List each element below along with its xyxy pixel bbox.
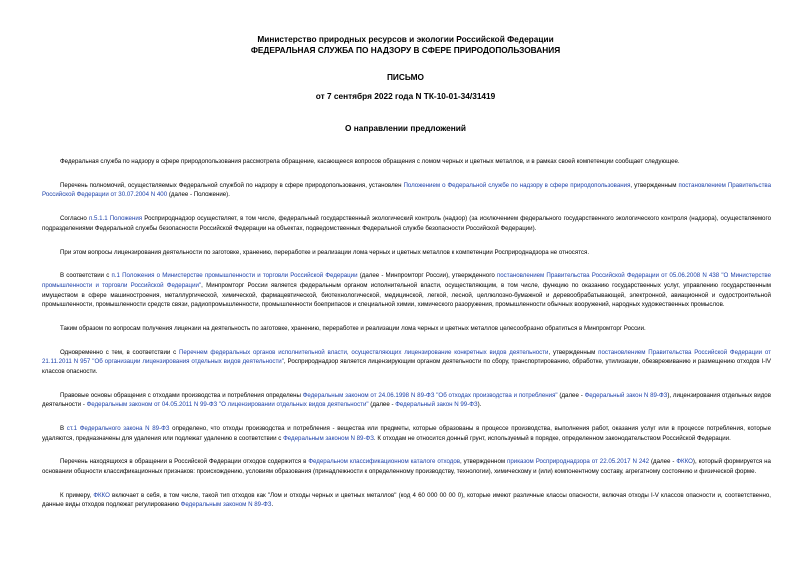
body-paragraph: [40, 214, 771, 233]
document-link[interactable]: ФККО: [676, 458, 693, 466]
paragraph-text: В: [60, 425, 67, 432]
body-paragraph: [40, 324, 771, 334]
document-link[interactable]: Федеральный закон N 99-ФЗ: [395, 401, 478, 409]
body-paragraph: [40, 457, 771, 476]
paragraph-text: .: [271, 501, 274, 509]
document-link[interactable]: Федеральном классификационном каталоге отходов: [308, 458, 461, 466]
paragraph-text: (далее -: [557, 391, 585, 399]
paragraph-text: определено, что отходы производства и потребления - вещества или предметы, которые образованы в процессе производства, выполнения работ, оказания услуг или в процессе потребления, которые удаляются, предназначены для удаления или подлежат удалению в соответствии с: [42, 425, 771, 442]
document-link[interactable]: Положением о Федеральной службе по надзору в сфере природопользования: [403, 181, 631, 189]
paragraph-text: , Минпромторг России является федеральным органом исполнительной власти, осуществляющим, в том числе, функцию по оказанию государственных услуг, управлению государственным имуществом в сфере машиностроения, металлургической, химической, фармацевтической, биотехнологической, медицинской, легкой, лесной, целлюлозно-бумажной и деревообрабатывающей, электронной, авиационной и судостроительной промышленности, промышленности средств связи, радиопромышленности, промышленности боеприпасов и специальной химии, химического разоружения, промышленности обычных вооружений, народных художественных промыслов.: [42, 281, 771, 309]
paragraph-text: ), лицензирования отдельных видов деятельности -: [42, 391, 771, 409]
document-link[interactable]: Федеральный закон N 89-ФЗ: [584, 391, 668, 399]
paragraph-text: , утвержденном: [460, 458, 508, 466]
body-paragraph: [40, 181, 771, 200]
paragraph-text: Согласно: [60, 215, 89, 223]
paragraph-text: В соответствии с: [60, 272, 112, 280]
paragraph-text: К примеру,: [60, 491, 94, 499]
document-link[interactable]: Федеральным законом от 04.05.2011 N 99-ФЗ "О лицензировании отдельных видов деятельности": [86, 401, 369, 409]
document-link[interactable]: Перечнем федеральных органов исполнительной власти, осуществляющих лицензирование конкретных видов деятельности: [178, 348, 549, 356]
paragraph-text: При этом вопросы лицензирования деятельности по заготовке, хранению, переработке и реализации лома черных и цветных металлов к компетенции Росприроднадзора не относятся.: [60, 248, 590, 256]
document-link[interactable]: Федеральным законом N 89-ФЗ: [283, 434, 374, 442]
document-link[interactable]: постановлением Правительства Российской Федерации от 30.07.2004 N 400: [42, 181, 771, 199]
ministry-heading: Министерство природных ресурсов и экологии Российской Федерации: [257, 34, 554, 44]
document-link[interactable]: Федеральным законом N 89-ФЗ: [180, 501, 272, 509]
service-heading: ФЕДЕРАЛЬНАЯ СЛУЖБА ПО НАДЗОРУ В СФЕРЕ ПРИРОДОПОЛЬЗОВАНИЯ: [250, 45, 561, 55]
paragraph-text: Одновременно с тем, в соответствии с: [60, 348, 179, 356]
paragraph-text: . К отходам не относится донный грунт, используемый в порядке, определенном законодательством Российской Федерации.: [373, 434, 731, 442]
paragraph-text: (далее -: [368, 401, 396, 409]
document-link[interactable]: п.5.1.1 Положения: [88, 215, 143, 223]
paragraph-text: , утвержденным: [630, 181, 679, 189]
paragraph-text: включает в себя, в том числе, такой тип отходов как "Лом и отходы черных и цветных металлов" (код 4 60 000 00 00 0), которые имеют различные классы опасности, включая отходы I-V классов опасности и, соответственно, данные виды отходов подлежат регулированию: [42, 491, 771, 509]
body-paragraph: [40, 248, 771, 258]
letter-body: [40, 157, 771, 510]
paragraph-text: (далее - Положение).: [167, 191, 230, 199]
document-link[interactable]: Федеральным законом от 24.06.1998 N 89-ФЗ "Об отходах производства и потребления": [302, 391, 558, 399]
paragraph-text: , утвержденным: [548, 348, 599, 356]
paragraph-text: Таким образом по вопросам получения лицензии на деятельность по заготовке, хранению, переработке и реализации лома черных и цветных металлов целесообразно обратиться в Минпромторг России.: [60, 324, 646, 332]
body-paragraph: [40, 157, 771, 167]
document-link[interactable]: ст.1 Федерального закона N 89-ФЗ: [66, 425, 170, 432]
paragraph-text: (далее -: [649, 458, 677, 466]
document-date-number: от 7 сентября 2022 года N ТК-10-01-34/31419: [315, 91, 496, 101]
document-link[interactable]: постановлением Правительства Российской Федерации от 21.11.2011 N 957 "Об организации лицензирования отдельных видов деятельности": [42, 348, 771, 366]
body-paragraph: [40, 348, 771, 377]
body-paragraph: [40, 271, 771, 309]
paragraph-text: , Росприроднадзор является лицензирующим органом деятельности по сбору, транспортированию, обработке, утилизации, обезвреживанию и размещению отходов I-IV классов опасности.: [42, 358, 771, 375]
document-link[interactable]: п.1 Положения о Министерстве промышленности и торговли Российской Федерации: [111, 272, 358, 280]
paragraph-text: (далее - Минпромторг России), утвержденного: [357, 272, 497, 280]
paragraph-text: Росприроднадзор осуществляет, в том числе, федеральный государственный экологический контроль (надзор) (за исключением федерального государственного экологического контроля (надзора), осуществляемого подразделениями Федеральной службы безопасности Российской Федерации на объектах, подведомственных Федеральной службе безопасности Российской Федерации).: [42, 215, 771, 232]
body-paragraph: [40, 491, 771, 510]
document-link[interactable]: приказом Росприроднадзора от 22.05.2017 N 242: [507, 458, 650, 466]
document-type: ПИСЬМО: [386, 72, 425, 82]
paragraph-text: Перечень полномочий, осуществляемых Федеральной службой по надзору в сфере природопользования, установлен: [60, 181, 404, 189]
paragraph-text: Перечень находящихся в обращении в Российской Федерации отходов содержится в: [60, 458, 309, 466]
paragraph-text: Правовые основы обращения с отходами производства и потребления определены: [60, 391, 303, 399]
body-paragraph: [40, 424, 771, 443]
paragraph-text: ).: [477, 401, 482, 409]
paragraph-text: Федеральная служба по надзору в сфере природопользования рассмотрела обращение, касающееся вопросов обращения с ломом черных и цветных металлов, и в рамках своей компетенции сообщает следующее.: [60, 158, 680, 165]
document-link[interactable]: постановлением Правительства Российской Федерации от 05.06.2008 N 438 "О Министерстве промышленности и торговли Российской Федерации": [42, 272, 771, 289]
body-paragraph: [40, 391, 771, 410]
document-link[interactable]: ФККО: [93, 491, 110, 499]
document-subject: О направлении предложений: [344, 123, 467, 133]
paragraph-text: ), который формируется на основании общности классификационных признаков: происхождению, условиям образования (принадлежности к определенному производству, технологии), химическому и (или) компонентному составу, агрегатному состоянию и физической форме.: [42, 458, 771, 475]
